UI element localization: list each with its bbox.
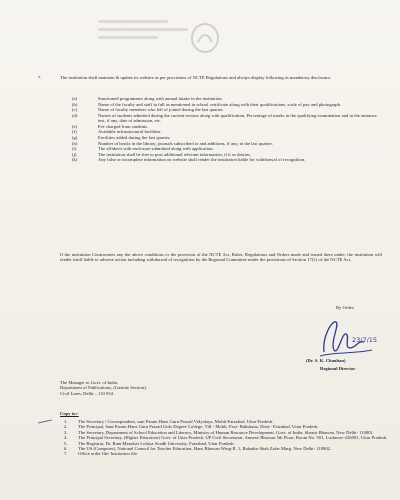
signatory-name: (Dr. S. K. Chauhan): [306, 358, 346, 363]
para7-text: The institution shall maintain & update its website as per provisions of NCTE Regulations and always display following as mandatory disclosure;: [60, 75, 332, 80]
disclosure-item-label: (c): [72, 107, 78, 113]
disclosure-item: [60, 102, 382, 107]
disclosure-list: [60, 96, 382, 163]
disclosure-item-text: Name of faculty members who left of joined during the last quarter.: [98, 107, 224, 113]
disclosure-item-label: (h): [72, 140, 78, 146]
copy-list: [60, 419, 390, 457]
disclosure-item-label: (i): [72, 146, 77, 152]
copy-item-text: The Registrar, Dr. Ram Manohar Lohiya Avadh University, Faizabad, Uttar Pradesh.: [78, 440, 235, 446]
signature-icon: [312, 312, 382, 362]
copy-item-text: The US (Computer), National Council for Teacher Education, Hans Bhawan Wing-II, 1, Bahadur Shah Zafar Marg, New Delhi- 110002.: [78, 446, 332, 452]
disclosure-item-label: (d): [72, 112, 78, 118]
disclosure-item-label: (g): [72, 134, 78, 140]
disclosure-item: [60, 146, 382, 151]
copy-item-number: 5.: [64, 440, 68, 446]
signatory-title: Regional Director: [320, 366, 356, 371]
copy-item-number: 6.: [64, 446, 68, 452]
copy-item-number: 1.: [64, 419, 68, 424]
disclosure-item: [60, 157, 382, 162]
by-order: By Order,: [336, 305, 355, 310]
copy-item-text: The Secretary / Correspondent, sant Param Hans Guru Prasad Vidyalaya, Mobli-Faizabad, Uttar Pradesh.: [78, 419, 274, 424]
manager-line: The Manager to Govt. of India,: [60, 380, 119, 385]
copy-item: [60, 451, 390, 456]
disclosure-item: [60, 141, 382, 146]
copy-item-number: 3.: [64, 429, 68, 435]
disclosure-item-text: Name of the faculty and staff in full as mentioned in school certificate along with their qualifications, scale of pay and photograph.: [98, 101, 342, 107]
copy-item-number: 2.: [64, 424, 68, 430]
disclosure-item-text: Names of students admitted during the current session along with qualification, Percentage of marks in the qualifying examination and in the entrance test, if any, date of admission, etc.: [98, 112, 377, 124]
copy-to-heading: Copy to:-: [60, 411, 79, 416]
manager-line: Civil Lines, Delhi – 110 054: [60, 390, 113, 396]
disclosure-item-text: The institution shall be free to post additional relevant information, if it so desires.: [98, 151, 252, 157]
emblem-watermark-icon: [190, 22, 220, 54]
disclosure-item: [60, 124, 382, 129]
disclosure-item-label: (f): [72, 129, 77, 135]
copy-item-text: The Principal, Sant Param Hans Guru Prasad Girls Degree College, Vill.- Mobli, Post- Bakshana, Distt.- Faizabad, Uttar Pradesh.: [78, 424, 319, 430]
disclosure-item-text: Sanctioned programmes along with annual intake in the institution.: [98, 96, 223, 101]
disclosure-item-label: (a): [72, 96, 78, 101]
signature-date: 23/7/15: [352, 336, 378, 344]
manager-address: [60, 380, 260, 396]
copy-item-number: 7.: [64, 451, 68, 457]
disclosure-item-text: Facilities added during the last quarter.: [98, 134, 171, 140]
para7-number: 7.: [38, 75, 42, 80]
disclosure-item: [60, 107, 382, 112]
disclosure-item: [60, 129, 382, 134]
disclosure-item-label: (j): [72, 151, 77, 157]
disclosure-item-text: Any false or incomplete information on website shall render the institution liable for withdrawal of recognition.: [98, 157, 306, 163]
disclosure-item-text: The affidavit with enclosure submitted along with application.: [98, 146, 214, 152]
disclosure-item-label: (b): [72, 101, 78, 107]
copy-item-text: The Principal Secretary, (Higher Education) Govt. of Uttar Pradesh, UP Civil Secretariat, Annexe Bhawan 5th Floor, Room No. 501, Lucknow-226001, Uttar Pradesh.: [78, 435, 388, 441]
disclosure-item-label: (k): [72, 157, 78, 163]
disclosure-item: [60, 152, 382, 157]
disclosure-item-text: Number of books in the library, journals subscribed to and additions, if any, in the last quarter.: [98, 140, 273, 146]
faded-letterhead: [38, 6, 258, 66]
disclosure-item-label: (e): [72, 123, 78, 129]
manager-line: Department of Publications, (Gazette Section),: [60, 385, 147, 391]
disclosure-item: [60, 96, 382, 101]
disclosure-item-text: Available infrastructural facilities.: [98, 129, 162, 135]
disclosure-item: [60, 135, 382, 140]
copy-item-text: The Secretary, Department of School Education and Literacy, Ministry of Human Resource Development, Govt. of India, Shastri Bhawan, New Delhi- 110001.: [78, 429, 375, 435]
copy-item-text: Office order file/ Institution file.: [78, 451, 139, 457]
contravene-paragraph: If the institution Contravenes any the above conditions or the provision of the NCTE Act, Rules, Regulations and Orders made and issued there under, the institution will render itself liable to adverse action including withdrawal of recognition by the Regional Committee under the provisions of Section 17(1) of the NCTE Act.: [60, 252, 382, 263]
disclosure-item-text: Fee charged from students.: [98, 123, 149, 129]
disclosure-item: [60, 113, 382, 124]
handwritten-mark: [38, 420, 52, 424]
copy-item-number: 4.: [64, 435, 68, 441]
